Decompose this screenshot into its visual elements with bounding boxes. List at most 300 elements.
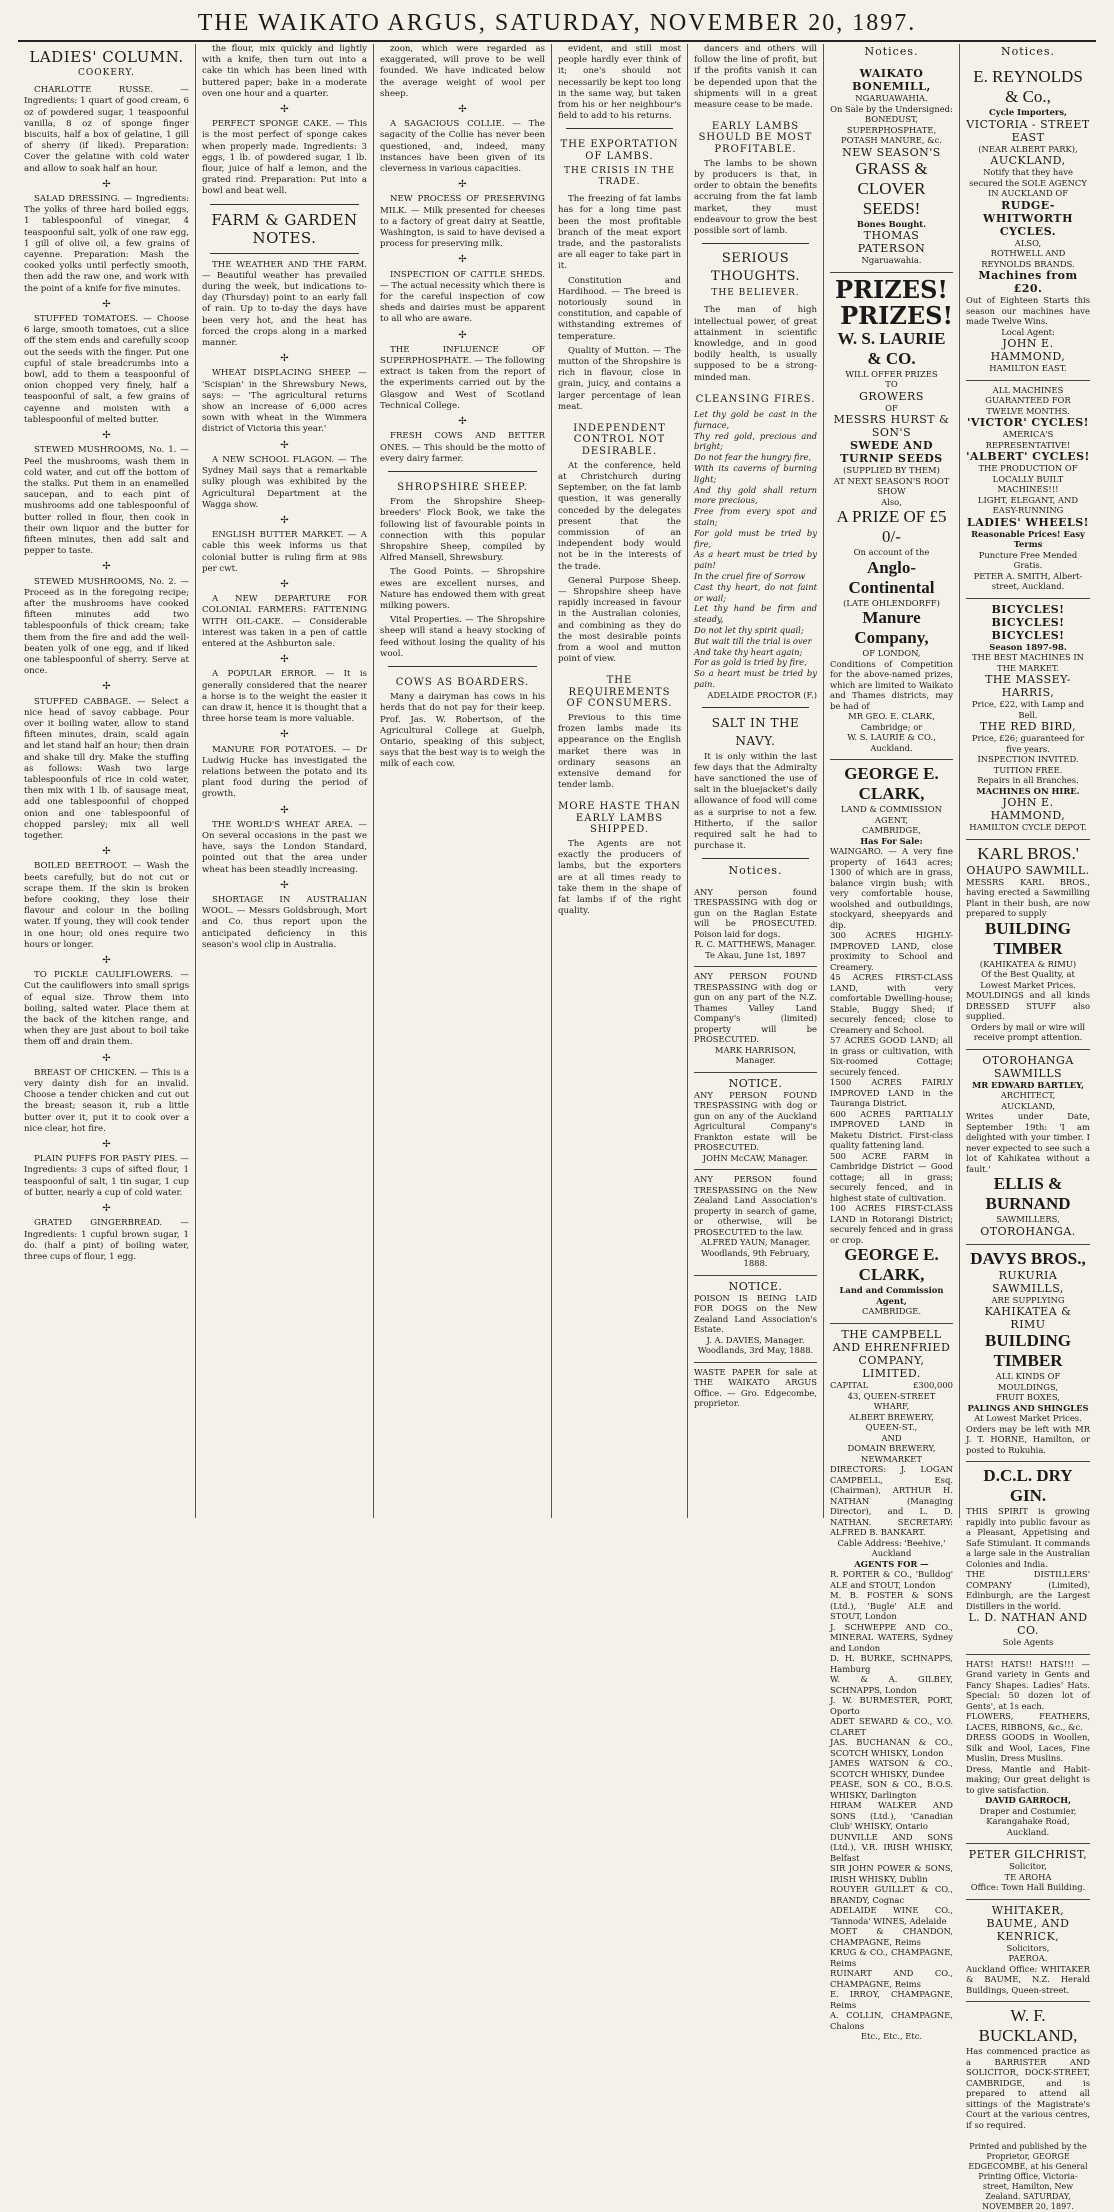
cleansing-fires-heading: CLEANSING FIRES. bbox=[695, 393, 816, 405]
article-text: A NEW DEPARTURE FOR COLONIAL FARMERS: FATTENING WITH OIL-CAKE. — Considerable interest was taken in a pen of cattle entered at the Ashburton sale. bbox=[202, 594, 367, 649]
poem bbox=[694, 409, 817, 701]
ad-sub: NEW SEASON'S bbox=[842, 145, 941, 159]
ad-big: GRASS & CLOVER SEEDS! bbox=[855, 158, 928, 218]
recipe: TO PICKLE CAULIFLOWERS. — Cut the cauliflowers into small sprigs of equal size. Throw them into boiling, salted water. Place them at the back of the kitchen range, and when they are just about to boil take them off and drain them. bbox=[24, 970, 189, 1048]
article-text: Quality of Mutton. — The mutton of the Shropshire is rich in flavour, close in grain, juicy, and contains a larger percentage of lean meat. bbox=[558, 345, 681, 412]
notice-date: Woodlands, 3rd May, 1888. bbox=[697, 1345, 814, 1356]
agency-item: HIRAM WALKER AND SONS (Ltd.), 'Canadian Club' WHISKY, Ontario bbox=[830, 1800, 953, 1832]
article-text: From the Shropshire Sheep-breeders' Flock Book, we take the following list of favourable points in connection with this popular Shropshire Sheep, compiled by Alfred Mansell, Shrewsbury. bbox=[380, 497, 545, 564]
ornament: ✢ bbox=[102, 955, 111, 967]
column-farm bbox=[196, 44, 374, 1518]
ad-agent: W. S. LAURIE & CO., Auckland. bbox=[847, 732, 936, 753]
agency-item: ADET SEWARD & CO., V.O. CLARET bbox=[830, 1716, 953, 1737]
ad-line: Orders by mail or wire will receive prompt attention. bbox=[970, 1021, 1086, 1043]
agency-item: J. W. BURMESTER, PORT, Oporto bbox=[830, 1695, 953, 1716]
poem-line: Thy red gold, precious and bright; bbox=[694, 430, 817, 452]
ad-company: Anglo-Continental bbox=[848, 557, 935, 597]
article-text: Many a dairyman has cows in his herds that do not pay for their keep. Prof. Jas. W. Robertson, of the Agricultural College at Guelph, Ontario, speaking of this subject, says that the best way is to weigh the milk of each cow. bbox=[380, 692, 545, 770]
ad-line: AUCKLAND, bbox=[1001, 1100, 1055, 1111]
notice-text: ANY person found TRESPASSING with dog or gun on the Raglan Estate will be PROSECUTED. Poison laid for dogs. bbox=[694, 886, 817, 939]
buckland-ad bbox=[966, 2002, 1090, 2136]
ornament: ✢ bbox=[280, 729, 289, 741]
poem-line: As a heart must be tried by pain! bbox=[694, 549, 817, 571]
ad-line: (SUPPLIED BY THEM) bbox=[843, 465, 940, 476]
ad-line: THE PRODUCTION OF LOCALLY BUILT MACHINES!!! bbox=[978, 463, 1078, 495]
ornament: ✢ bbox=[458, 416, 467, 428]
campbell-address: 43, QUEEN-STREET WHARF, bbox=[847, 1390, 936, 1412]
karl-mill: OHAUPO SAWMILL. bbox=[966, 863, 1090, 877]
notices-heading: Notices. bbox=[864, 45, 919, 58]
reynolds-sub: Cycle Importers, bbox=[989, 107, 1067, 118]
ad-place: NGARUAWAHIA. bbox=[855, 93, 928, 104]
recipe: CHARLOTTE RUSSE. — Ingredients: 1 quart of good cream, 6 oz of powdered sugar, 1 teaspoonful vanilla, 8 oz of sponge finger biscuits, half a box of gelatine, 1 gill of sherry (if liked). Preparation: Cover the gelatine with cold water and allow to soak half an hour. bbox=[24, 85, 189, 174]
requirements-heading: THE REQUIREMENTS OF CONSUMERS. bbox=[566, 675, 673, 709]
clark-place: CAMBRIDGE, bbox=[862, 825, 921, 836]
ad-line: Auckland Office: WHITAKER & BAUME, N.Z. Herald Buildings, Queen-street. bbox=[966, 1963, 1090, 1995]
land-item: 600 ACRES PARTIALLY IMPROVED LAND in Maketu District. First-class quality fattening land. bbox=[830, 1108, 953, 1151]
ad-line: PETER A. SMITH, Albert-street, Auckland. bbox=[973, 570, 1083, 592]
reynolds-agent: JOHN E. HAMMOND, bbox=[990, 337, 1066, 364]
ornament: ✢ bbox=[280, 514, 289, 526]
ad-line: Solicitor, bbox=[1009, 1861, 1047, 1872]
karl-text: MESSRS KARL BROS., having erected a Sawmilling Plant in their bush, are now prepared to supply bbox=[966, 876, 1090, 919]
export-heading: THE EXPORTATION OF LAMBS. bbox=[560, 139, 679, 162]
agency-item: RUINART AND CO., CHAMPAGNE, Reims bbox=[830, 1968, 953, 1989]
notice-signature: MARK HARRISON, Manager. bbox=[714, 1044, 797, 1066]
prizes-title: PRIZES! bbox=[840, 300, 953, 330]
reynolds-agent-place: HAMILTON EAST. bbox=[989, 363, 1067, 374]
ad-line: Draper and Costumier, bbox=[979, 1805, 1077, 1816]
notice-text: ANY PERSON found TRESPASSING on the New Zealand Land Association's property in search of game, or otherwise, will be PROSECUTED to the law. bbox=[694, 1174, 817, 1237]
article-text: A NEW SCHOOL FLAGON. — The Sydney Mail says that a remarkable sulky plough was exhibited by the Agricultural Department at the Wagga show. bbox=[202, 454, 367, 510]
agency-item: JAMES WATSON & CO., SCOTCH WHISKY, Dundee bbox=[830, 1758, 953, 1779]
poem-line: And take thy heart again; bbox=[694, 646, 803, 657]
recipe: BREAST OF CHICKEN. — This is a very dainty dish for an invalid. Choose a tender chicken and cut out the breast; season it, rub a little butter over it, put it to cook over a nice clear, hot fire. bbox=[24, 1067, 189, 1134]
victor-title: 'VICTOR' CYCLES! bbox=[967, 416, 1089, 430]
poem-line: For gold must be tried by fire, bbox=[694, 527, 817, 549]
clark-role: LAND & COMMISSION AGENT, bbox=[841, 804, 942, 825]
recipe: SALAD DRESSING. — Ingredients: The yolks of three hard boiled eggs, 1 tablespoonful of vinegar, 4 teaspoonful salt, yolk of one raw egg, 1 gill of olive oil, a few grains of cayenne. Preparation: Mash the cooked yolks until perfectly smooth, then add the raw one, and work with the point of a knife for five minutes. bbox=[24, 194, 189, 294]
recipe: STEWED MUSHROOMS, No. 1. — Peel the mushrooms, wash them in cold water, and cut off the bottom of the stalks. Put them in an enamelled saucepan, and to each pint of mushrooms add one tablespoonful of butter rolled in flour, then cook in their own liquor and the butter for fifteen minutes, then add salt and pepper to taste. bbox=[24, 445, 189, 557]
ad-line: HATS! HATS!! HATS!!! — Grand variety in Gents and Fancy Shapes. Ladies' Hats. Special: 50 dozen lot of Gents', at 1s each. bbox=[966, 1658, 1090, 1711]
reynolds-brand2: ROTHWELL AND REYNOLDS BRANDS. bbox=[981, 248, 1075, 269]
bicycles-title: BICYCLES! BICYCLES! BICYCLES! bbox=[991, 602, 1065, 642]
redbird-title: THE RED BIRD, bbox=[979, 720, 1077, 734]
reynolds-addr: VICTORIA - STREET EAST bbox=[966, 117, 1090, 144]
campbell-title: THE CAMPBELL AND EHRENFRIED COMPANY, LIMITED. bbox=[832, 1327, 951, 1380]
ad-owner: THOMAS PATERSON bbox=[857, 229, 926, 256]
ad-line: MOULDINGS and all kinds DRESSED STUFF also supplied. bbox=[966, 990, 1090, 1022]
reynolds-ad bbox=[966, 63, 1090, 381]
masthead-title: THE WAIKATO ARGUS, SATURDAY, NOVEMBER 20, 1897. bbox=[18, 6, 1096, 42]
notice-signature: JOHN McCAW, Manager. bbox=[702, 1152, 809, 1163]
bicycles-ad bbox=[966, 599, 1090, 840]
ladies-wheels: LADIES' WHEELS! bbox=[966, 515, 1089, 529]
agency-item: ADELAIDE WINE CO., 'Tannoda' WINES, Adelaide bbox=[830, 1905, 953, 1926]
article-text: A SAGACIOUS COLLIE. — The sagacity of the Collie has never been questioned, and, indeed, many instances have been given of its cleverness in various capacities. bbox=[380, 119, 545, 175]
reynolds-also: ALSO, bbox=[1014, 237, 1042, 248]
ad-line: MR EDWARD BARTLEY, bbox=[971, 1079, 1084, 1090]
notice-title: NOTICE. bbox=[728, 1279, 783, 1293]
ad-line: WILL OFFER PRIZES bbox=[845, 368, 938, 379]
hammond-name: JOHN E. HAMMOND, bbox=[990, 796, 1066, 823]
karl-ad bbox=[966, 840, 1090, 1050]
poem-line: So a heart must be tried by pain. bbox=[694, 668, 817, 689]
karl-title: KARL BROS.' bbox=[977, 843, 1079, 863]
ornament: ✢ bbox=[102, 1139, 111, 1151]
agency-item: M. B. FOSTER & SONS (Ltd.), 'Bugle' ALE and STOUT, London bbox=[830, 1590, 953, 1622]
ad-line: Dress, Mantle and Habit-making; Our great delight is to give satisfaction. bbox=[966, 1763, 1090, 1795]
divider bbox=[210, 204, 359, 205]
notice-signature: R. C. MATTHEWS, Manager. bbox=[694, 939, 817, 950]
reynolds-brand: RUDGE-WHITWORTH CYCLES. bbox=[982, 198, 1074, 238]
ad-line: Price, £22, with Lamp and Bell. bbox=[971, 699, 1085, 720]
clark-role: Land and Commission Agent, bbox=[839, 1285, 944, 1306]
davys-ad bbox=[966, 1245, 1090, 1463]
gin-title: D.C.L. DRY GIN. bbox=[983, 1466, 1073, 1506]
column-ads-2 bbox=[960, 44, 1096, 2212]
notice-date: Te Akau, June 1st, 1897 bbox=[705, 949, 806, 960]
article-text: THE WEATHER AND THE FARM. — Beautiful weather has prevailed during the week, but indications to-day (Thursday) point to an early fall of rain. Up to to-day the days have been very hot, and the heat has forced the crops along in a marked manner. bbox=[202, 259, 367, 349]
prizes-title: PRIZES! bbox=[835, 274, 948, 304]
recipe: STUFFED CABBAGE. — Select a nice head of savoy cabbage. Pour over it boiling water, allow to stand fifteen minutes, drain, scald again and let stand half an hour; then drain and shake till dry. Make the stuffing as follows: Wash two large tablespoonfuls of rice in cold water, then mix with 1 lb. of sausage meat, add one tablespoonful of chopped onion and one tablespoonful of chopped parsley; mix all well together. bbox=[24, 696, 189, 841]
article-text: The lambs to be shown by producers is that, in order to obtain the benefits accruing from the fat lamb market, they must endeavour to grow the best possible sort of lamb. bbox=[694, 158, 817, 237]
ad-title: WAIKATO BONEMILL, bbox=[852, 67, 931, 94]
ad-line: AT NEXT SEASON'S ROOT SHOW bbox=[833, 475, 950, 497]
ornament: ✢ bbox=[458, 179, 467, 191]
ad-line: FLOWERS, FEATHERS, LACES, RIBBONS, &c., &c. bbox=[966, 1711, 1090, 1732]
gin-company: THE DISTILLERS' COMPANY (Limited), Edinburgh, are the Largest Distillers in the world. bbox=[966, 1569, 1090, 1611]
ornament: ✢ bbox=[102, 178, 111, 190]
ad-line: INSPECTION INVITED. TUITION FREE. bbox=[977, 754, 1079, 775]
article-text: A POPULAR ERROR. — It is generally considered that the nearer a horse is to the weight the easier it can draw it, hence it is thought that a three horse team is more valuable. bbox=[202, 669, 367, 725]
gin-text: THIS SPIRIT is growing rapidly into public favour as a Pleasant, Appetising and Safe Stimulant. It commands a large sale in the Australian Colonies and India. bbox=[966, 1506, 1090, 1569]
article-text: MANURE FOR POTATOES. — Dr Ludwig Hucke has investigated the relations between the potato and its plant food during the period of growth. bbox=[202, 744, 367, 800]
article-text: WHEAT DISPLACING SHEEP. — 'Scispian' in the Shrewsbury News, says: — 'The agricultural returns show an increase of 6,000 acres sown with wheat in the Wimmera district of Victoria this year.' bbox=[202, 368, 367, 435]
otorohanga-title: OTOROHANGA SAWMILLS bbox=[982, 1053, 1074, 1080]
garroch-name: DAVID GARROCH, bbox=[984, 1795, 1072, 1806]
campbell-address: AND bbox=[881, 1432, 902, 1443]
trespass-notice bbox=[694, 883, 817, 968]
ad-line: TO bbox=[885, 379, 898, 390]
article-text: dancers and others will follow the line of profit, but if the profits vanish it can be depended upon that the shipments will in a great measure cease to be made. bbox=[694, 44, 817, 111]
waste-paper-notice bbox=[694, 1363, 817, 1415]
gilchrist-name: PETER GILCHRIST, bbox=[968, 1848, 1088, 1862]
buckland-text: Has commenced practice as a BARRISTER AND SOLICITOR, DOCK-STREET, CAMBRIDGE, and is prepared to attend all sittings of the Magistrate's Court at the various centres, if so required. bbox=[966, 2046, 1090, 2130]
ad-line: Puncture Free Mended Gratis. bbox=[978, 549, 1078, 571]
agency-item: D. H. BURKE, SCHNAPPS, Hamburg bbox=[830, 1653, 953, 1674]
ad-conditions: Conditions of Competition for the above-named prizes, which are limited to Waikato and Thames districts, may be had of bbox=[830, 658, 953, 711]
prize-amount: A PRIZE OF £5 0/- bbox=[836, 507, 947, 547]
poison-notice bbox=[694, 1276, 817, 1363]
clark-ad bbox=[830, 760, 953, 1324]
ornament: ✢ bbox=[102, 298, 111, 310]
ad-line: ARE SUPPLYING bbox=[991, 1294, 1065, 1305]
article-text: At the conference, held at Christchurch during September, on the fat lamb question, it was generally conceded by the delegates present that the commission of an independent body would not be in the interests of the trade. bbox=[558, 460, 681, 572]
agency-item: DUNVILLE AND SONS (Ltd.), V.R. IRISH WHISKY, Belfast bbox=[830, 1831, 953, 1863]
trespass-notice bbox=[694, 967, 817, 1073]
notices-heading: Notices. bbox=[728, 864, 783, 878]
export-subheading: THE CRISIS IN THE TRADE. bbox=[564, 165, 675, 188]
ad-line: Price, £26; guaranteed for five years. bbox=[971, 733, 1085, 754]
land-item: 500 ACRE FARM in Cambridge District — Good cottage; all in grass; securely fenced, and in highest state of cultivation. bbox=[830, 1150, 953, 1203]
recipe: STEWED MUSHROOMS, No. 2. — Proceed as in the foregoing recipe; after the mushrooms have cooked fifteen minutes add two tablespoonfuls of thick cream; take them from the fire and add the well-beaten yolk of one egg, and if liked one tablespoonful of sherry. Serve at once. bbox=[24, 576, 189, 677]
article-text: Constitution and Hardihood. — The breed is notoriously sound in constitution, and capable of withstanding extremes of temperature. bbox=[558, 275, 681, 342]
recipe: STUFFED TOMATOES. — Choose 6 large, smooth tomatoes, cut a slice off the stem ends and carefully scoop out the seeds with the finger. Put one cupful of stale breadcrumbs into a bowl, add to them a teaspoonful of onion chopped very finely, half a teaspoonful of salt, a few grains of cayenne and moisten with a tablespoonful of melted butter. bbox=[24, 314, 189, 425]
article-text: INSPECTION OF CATTLE SHEDS. — The actual necessity which there is for the careful inspection of cow sheds and dairies must be apparent to all who are aware. bbox=[380, 269, 545, 325]
article-text: Vital Properties. — The Shropshire sheep will stand a heavy stocking of feed without losing the quality of his wool. bbox=[380, 615, 545, 659]
ornament: ✢ bbox=[458, 329, 467, 341]
agency-item: R. PORTER & CO., 'Bulldog' ALE and STOUT, London bbox=[830, 1569, 953, 1590]
land-item: 1500 ACRES FAIRLY IMPROVED LAND in the Tauranga District. bbox=[830, 1077, 953, 1109]
poem-line: Cast thy heart, do not faint or wail; bbox=[694, 581, 817, 603]
early-lambs-heading: EARLY LAMBS SHOULD BE MOST PROFITABLE. bbox=[698, 121, 813, 155]
poem-line: Let thy hand be firm and steady, bbox=[694, 603, 817, 625]
ornament: ✢ bbox=[102, 561, 111, 573]
ad-line: Of the Best Quality, at Lowest Market Prices. bbox=[980, 969, 1076, 990]
ad-owner-place: Ngaruawahia. bbox=[861, 255, 922, 266]
poem-line: For as gold is tried by fire, bbox=[694, 657, 807, 668]
ad-line: (KAHIKATEA & RIMU) bbox=[979, 958, 1077, 969]
notices-heading: Notices. bbox=[1001, 45, 1055, 58]
divider bbox=[388, 471, 537, 472]
column-ladies bbox=[18, 44, 196, 1518]
whitaker-ad bbox=[966, 1900, 1090, 2003]
ornament: ✢ bbox=[102, 430, 111, 442]
cookery-subheading: COOKERY. bbox=[77, 68, 136, 78]
agency-item: ROUYER GUILLET & CO., BRANDY, Cognac bbox=[830, 1884, 953, 1905]
ad-line: THE BEST MACHINES IN THE MARKET. bbox=[971, 652, 1085, 673]
article-text: zoon, which were regarded as exaggerated, will prove to be well founded. We have indicated below the average weight of wool per sheep. bbox=[380, 44, 545, 99]
ornament: ✢ bbox=[280, 439, 289, 451]
salt-navy-heading: SALT IN THE NAVY. bbox=[711, 715, 800, 748]
ad-line: Office: Town Hall Building. bbox=[970, 1882, 1086, 1893]
divider bbox=[566, 128, 673, 129]
ornament: ✢ bbox=[280, 804, 289, 816]
ad-line: TE AROHA bbox=[1004, 1871, 1052, 1882]
ad-line: Season 1897-98. bbox=[989, 641, 1067, 652]
prizes-ad bbox=[830, 273, 953, 761]
agency-item: JAS. BUCHANAN & CO., SCOTCH WHISKY, London bbox=[830, 1737, 953, 1758]
poem-author: ADELAIDE PROCTOR (F.) bbox=[707, 689, 817, 700]
ad-line: OTOROHANGA. bbox=[980, 1224, 1076, 1238]
ad-line: ALL KINDS OF MOULDINGS, bbox=[995, 1371, 1061, 1392]
article-text: The Agents are not exactly the producers of lambs, but the exporters are at all times ready to take them in the shape of fat lambs if of the right quality. bbox=[558, 839, 681, 917]
poem-line: Let thy gold be cast in the furnace, bbox=[694, 409, 817, 430]
notice-text: WASTE PAPER for sale at THE WAIKATO ARGUS Office. — Gro. Edgecombe, proprietor. bbox=[694, 1366, 817, 1409]
notice-text: POISON IS BEING LAID FOR DOGS on the New Zealand Land Association's Estate. bbox=[694, 1292, 817, 1335]
notice-title: NOTICE. bbox=[728, 1076, 783, 1090]
poem-line: Free from every spot and stain; bbox=[694, 506, 817, 528]
ad-line: GROWERS bbox=[859, 389, 924, 403]
buckland-name: W. F. BUCKLAND, bbox=[978, 2006, 1078, 2046]
ornament: ✢ bbox=[102, 846, 111, 858]
ornament: ✢ bbox=[280, 879, 289, 891]
agency-item: W. & A. GILBEY, SCHNAPPS, London bbox=[830, 1674, 953, 1695]
land-item: 45 ACRES FIRST-CLASS LAND, with very comfortable Dwelling-house; Stable, Buggy Shed; if securely fenced; close to Creamery and School. bbox=[830, 972, 953, 1035]
article-text: ENGLISH BUTTER MARKET. — A cable this week informs us that colonial butter is ruling firm at 98s per cwt. bbox=[202, 530, 367, 574]
ad-line: SWEDE AND TURNIP SEEDS bbox=[840, 439, 943, 466]
article-text: NEW PROCESS OF PRESERVING MILK. — Milk presented for cheeses to a factory of great dairy at Seattle, Washington, is said to have devised a process for preserving milk. bbox=[380, 194, 545, 250]
laurie-firm: W. S. LAURIE & CO. bbox=[837, 328, 946, 368]
article-text: General Purpose Sheep. — Shropshire sheep have rapidly increased in favour in the Australian colonies, and combining as they do the most desirable points from a wool and mutton point of view. bbox=[558, 575, 681, 665]
karl-timber: BUILDING TIMBER bbox=[985, 918, 1071, 958]
ad-line: DRESS GOODS in Woollen, Silk and Wool, Laces, Fine Muslin, Dress Muslins. bbox=[966, 1732, 1090, 1764]
ad-line: At Lowest Market Prices. bbox=[974, 1413, 1082, 1424]
gilchrist-ad bbox=[966, 1844, 1090, 1900]
article-text: PERFECT SPONGE CAKE. — This is the most perfect of sponge cakes when properly made. Ingredients: 3 eggs, 1 lb. of powdered sugar, 1 lb. flour, juice of half a lemon, and the grated rind. Preparation: Put into a bowl and beat well. bbox=[202, 119, 367, 197]
ad-line: Repairs in all Branches. bbox=[977, 775, 1079, 786]
article-text: Previous to this time frozen lambs made its appearance on the English market there was in ordinary seasons an extensive demand for tender lamb. bbox=[558, 712, 681, 791]
land-item: 57 ACRES GOOD LAND; all in grass or cultivation, with Six-roomed Cottage; securely fenced. bbox=[830, 1035, 953, 1077]
article-text: The Good Points. — Shropshire ewes are excellent nurses, and Nature has endowed them with great milking powers. bbox=[380, 567, 545, 611]
article-text: FRESH COWS AND BETTER ONES. — This should be the motto of every dairy farmer. bbox=[380, 431, 545, 464]
ornament: ✢ bbox=[280, 654, 289, 666]
clark-name: GEORGE E. CLARK, bbox=[844, 764, 939, 804]
ornament: ✢ bbox=[458, 104, 467, 116]
control-heading: INDEPENDENT CONTROL NOT DESIRABLE. bbox=[573, 423, 666, 457]
campbell-directors: DIRECTORS: J. LOGAN CAMPBELL, Esq. (Chairman), ARTHUR H. NATHAN (Managing Director), and L. D. NATHAN. SECRETARY: ALFRED B. BANKART. bbox=[830, 1464, 953, 1538]
divider bbox=[702, 707, 809, 708]
agency-item: MOET & CHANDON, CHAMPAGNE, Reims bbox=[830, 1926, 953, 1947]
ad-line: MACHINES ON HIRE. bbox=[976, 785, 1080, 796]
ad-line: Karangahake Road, Auckland. bbox=[986, 1816, 1070, 1837]
ad-line: On account of the bbox=[853, 547, 930, 558]
ornament: ✢ bbox=[280, 104, 289, 116]
ladies-heading: LADIES' COLUMN. bbox=[29, 48, 184, 66]
believer-subheading: THE BELIEVER. bbox=[711, 288, 800, 299]
otorohanga-ad bbox=[966, 1050, 1090, 1245]
hammond-depot: HAMILTON CYCLE DEPOT. bbox=[969, 822, 1087, 833]
capital-label: CAPITAL bbox=[830, 1379, 869, 1390]
bonemill-ad bbox=[830, 63, 953, 273]
farm-heading: FARM & GARDEN NOTES. bbox=[211, 210, 358, 247]
shropshire-heading: SHROPSHIRE SHEEP. bbox=[397, 481, 528, 493]
poem-line: Do not fear the hungry fire, bbox=[694, 452, 812, 463]
gin-role: Sole Agents bbox=[1002, 1637, 1054, 1648]
article-text: the flour, mix quickly and lightly with a knife, then turn out into a cake tin which has been lined with buttered paper; bake in a moderate oven one hour and a quarter. bbox=[202, 44, 367, 99]
davys-timber: BUILDING TIMBER bbox=[985, 1331, 1071, 1371]
ad-agent: MR GEO. E. CLARK, Cambridge; or bbox=[848, 711, 935, 732]
agency-item: PEASE, SON & CO., B.O.S. WHISKY, Darlington bbox=[830, 1779, 953, 1800]
article-text: It is only within the last few days that the Admiralty have sanctioned the use of salt in the bluejacket's daily allowance of food will come as a surprise to not a few. Hitherto, if the sailor required salt he had to purchase it. bbox=[694, 751, 817, 852]
campbell-address: DOMAIN BREWERY, NEWMARKET bbox=[847, 1443, 936, 1464]
divider bbox=[210, 253, 359, 254]
ad-line: PAEROA. bbox=[1008, 1953, 1048, 1964]
serious-thoughts-heading: SERIOUS THOUGHTS. bbox=[710, 251, 801, 285]
ornament: ✢ bbox=[280, 578, 289, 590]
albert-title: 'ALBERT' CYCLES! bbox=[966, 450, 1090, 464]
campbell-agents: AGENTS FOR — bbox=[854, 1558, 929, 1569]
column-thoughts bbox=[688, 44, 824, 1518]
reynolds-wins: Out of Eighteen Starts this season our machines have made Twelve Wins. bbox=[966, 295, 1090, 327]
ad-line: AMERICA'S REPRESENTATIVE! bbox=[985, 429, 1071, 450]
ornament: ✢ bbox=[102, 681, 111, 693]
column-lambs bbox=[552, 44, 688, 1518]
poem-line: In the cruel fire of Sorrow bbox=[694, 571, 806, 582]
victor-ad bbox=[966, 381, 1090, 599]
poem-line: Do not let thy spirit quail; bbox=[694, 625, 804, 636]
gin-agent: L. D. NATHAN AND CO. bbox=[968, 1611, 1088, 1638]
article-text: THE INFLUENCE OF SUPERPHOSPHATE. — The following extract is taken from the report of the experiments carried out by the Glasgow and West of Scotland Technical College. bbox=[380, 344, 545, 411]
gin-ad bbox=[966, 1462, 1090, 1655]
ad-line: Writes under Date, September 19th: 'I am delighted with your timber. I never expected to see such a lot of Kahikatea without a fault.' bbox=[966, 1111, 1090, 1174]
agency-item: A. COLLIN, CHAMPAGNE, Chalons bbox=[830, 2010, 953, 2031]
imprint-footer: Printed and published by the Proprietor, GEORGE EDGECOMBE, at his General Printing Office, Victoria-street, Hamilton, New Zealand. SATURDAY, NOVEMBER 20, 1897. bbox=[968, 2142, 1088, 2212]
ad-line: KAHIKATEA & RIMU bbox=[984, 1305, 1072, 1332]
article-text: evident, and still most people hardly ever think of it; one's should not necessarily be kept too long in the same way, but taken from his or her neighbour's field to add to his returns. bbox=[558, 44, 681, 122]
article-text: SHORTAGE IN AUSTRALIAN WOOL. — Messrs Goldsbrough, Mort and Co. thus report upon the anticipated deficiency in this season's wool clip in Australia. bbox=[202, 895, 367, 950]
article-text: The man of high intellectual power, of great attainment in scientific knowledge, and in good bodily health, is usually supposed to be a strong-minded man. bbox=[694, 305, 817, 383]
ellis-firm: ELLIS & BURNAND bbox=[985, 1174, 1071, 1214]
recipe: PLAIN PUFFS FOR PASTY PIES. — Ingredients: 3 cups of sifted flour, 1 teaspoonful of salt, 1 tin sugar, 1 cup of butter, nearly a cup of cold water. bbox=[24, 1154, 189, 1198]
clark-text: WAINGARO. — A very fine property of 1643 acres; 1300 of which are in grass, balance virgin bush; with very comfortable house, woolshed and outbuildings, stockyard, sheepyards and dip. bbox=[830, 846, 953, 930]
divider bbox=[702, 243, 809, 244]
hats-ad bbox=[966, 1655, 1090, 1845]
ad-line: PALINGS AND SHINGLES bbox=[967, 1402, 1089, 1413]
agency-item: E. IRROY, CHAMPAGNE, Reims bbox=[830, 1989, 953, 2010]
ornament: ✢ bbox=[102, 1052, 111, 1064]
davys-title: DAVYS BROS., bbox=[970, 1248, 1086, 1268]
ad-line: Solicitors, bbox=[1006, 1942, 1050, 1953]
reynolds-city: AUCKLAND, bbox=[990, 154, 1066, 168]
agency-etc: Etc., Etc., Etc. bbox=[860, 2031, 923, 2042]
trespass-notice bbox=[694, 1170, 817, 1276]
divider bbox=[388, 666, 537, 667]
whitaker-name: WHITAKER, BAUME, AND KENRICK, bbox=[986, 1903, 1070, 1943]
campbell-address: ALBERT BREWERY, QUEEN-ST., bbox=[849, 1411, 934, 1433]
agency-item: SIR JOHN POWER & SONS, IRISH WHISKY, Dublin bbox=[830, 1863, 953, 1884]
ornament: ✢ bbox=[102, 1203, 111, 1215]
clark-place: CAMBRIDGE. bbox=[862, 1306, 921, 1317]
article-text: The freezing of fat lambs has for a long time past been the most profitable branch of the meat export trade, and the pastoralists are all eager to take part in it. bbox=[558, 194, 681, 272]
ad-line: (LATE OHLENDORFF) bbox=[843, 597, 940, 608]
column-ads-1 bbox=[824, 44, 960, 2042]
recipe: GRATED GINGERBREAD. — Ingredients: 1 cupful brown sugar, 1 do. (half a pint) of boiling water, three cups of flour, 1 egg. bbox=[24, 1218, 189, 1262]
ad-line: Orders may be left with MR J. T. HORNE, Hamilton, or posted to Rukuhia. bbox=[966, 1423, 1090, 1455]
cows-heading: COWS AS BOARDERS. bbox=[395, 676, 530, 688]
massey-title: THE MASSEY-HARRIS, bbox=[985, 673, 1071, 700]
campbell-ad bbox=[830, 1324, 953, 2048]
column-sheep bbox=[374, 44, 552, 1518]
campbell-cable: Cable Address: 'Beehive,' Auckland bbox=[837, 1537, 946, 1559]
clark-name: GEORGE E. CLARK, bbox=[844, 1245, 939, 1285]
ad-line: OF LONDON, bbox=[862, 648, 921, 659]
reynolds-near: (NEAR ALBERT PARK), bbox=[978, 143, 1078, 154]
ad-line: ALL MACHINES GUARANTEED FOR TWELVE MONTHS. bbox=[985, 384, 1071, 416]
agency-item: KRUG & CO., CHAMPAGNE, Reims bbox=[830, 1947, 953, 1968]
ad-line: LIGHT, ELEGANT, AND EASY-RUNNING bbox=[977, 494, 1079, 516]
trespass-notice bbox=[694, 1073, 817, 1171]
poem-line: With its caverns of burning light; bbox=[694, 463, 817, 484]
ad-line: Reasonable Prices! Easy Terms bbox=[971, 528, 1085, 550]
poem-line: And thy gold shall return more precious, bbox=[694, 484, 817, 506]
ad-line: Also, bbox=[881, 496, 902, 507]
notice-date: Woodlands, 9th February, 1888. bbox=[701, 1247, 810, 1269]
notice-signature: J. A. DAVIES, Manager. bbox=[706, 1334, 805, 1345]
poem-line: But wait till the trial is over bbox=[694, 635, 812, 646]
ornament: ✢ bbox=[280, 353, 289, 365]
ad-line: RUKURIA SAWMILLS, bbox=[992, 1268, 1064, 1295]
notice-text: ANY PERSON FOUND TRESPASSING with dog or gun on any part of the N.Z. Thames Valley Land Company's (limited) property will be PROSECUTED. bbox=[694, 971, 817, 1045]
ornament: ✢ bbox=[458, 254, 467, 266]
notice-text: ANY PERSON FOUND TRESPASSING with dog or gun on any of the Auckland Agricultural Company's Frankton estate will be PROSECUTED. bbox=[694, 1089, 817, 1153]
haste-heading: MORE HASTE THAN EARLY LAMBS SHIPPED. bbox=[558, 801, 681, 835]
ad-bones: Bones Bought. bbox=[856, 218, 927, 229]
divider bbox=[702, 858, 809, 859]
land-item: 100 ACRES FIRST-CLASS LAND in Rotorangi District; securely fenced and in grass or crop. bbox=[830, 1203, 953, 1245]
capital-amount: £300,000 bbox=[913, 1379, 953, 1390]
